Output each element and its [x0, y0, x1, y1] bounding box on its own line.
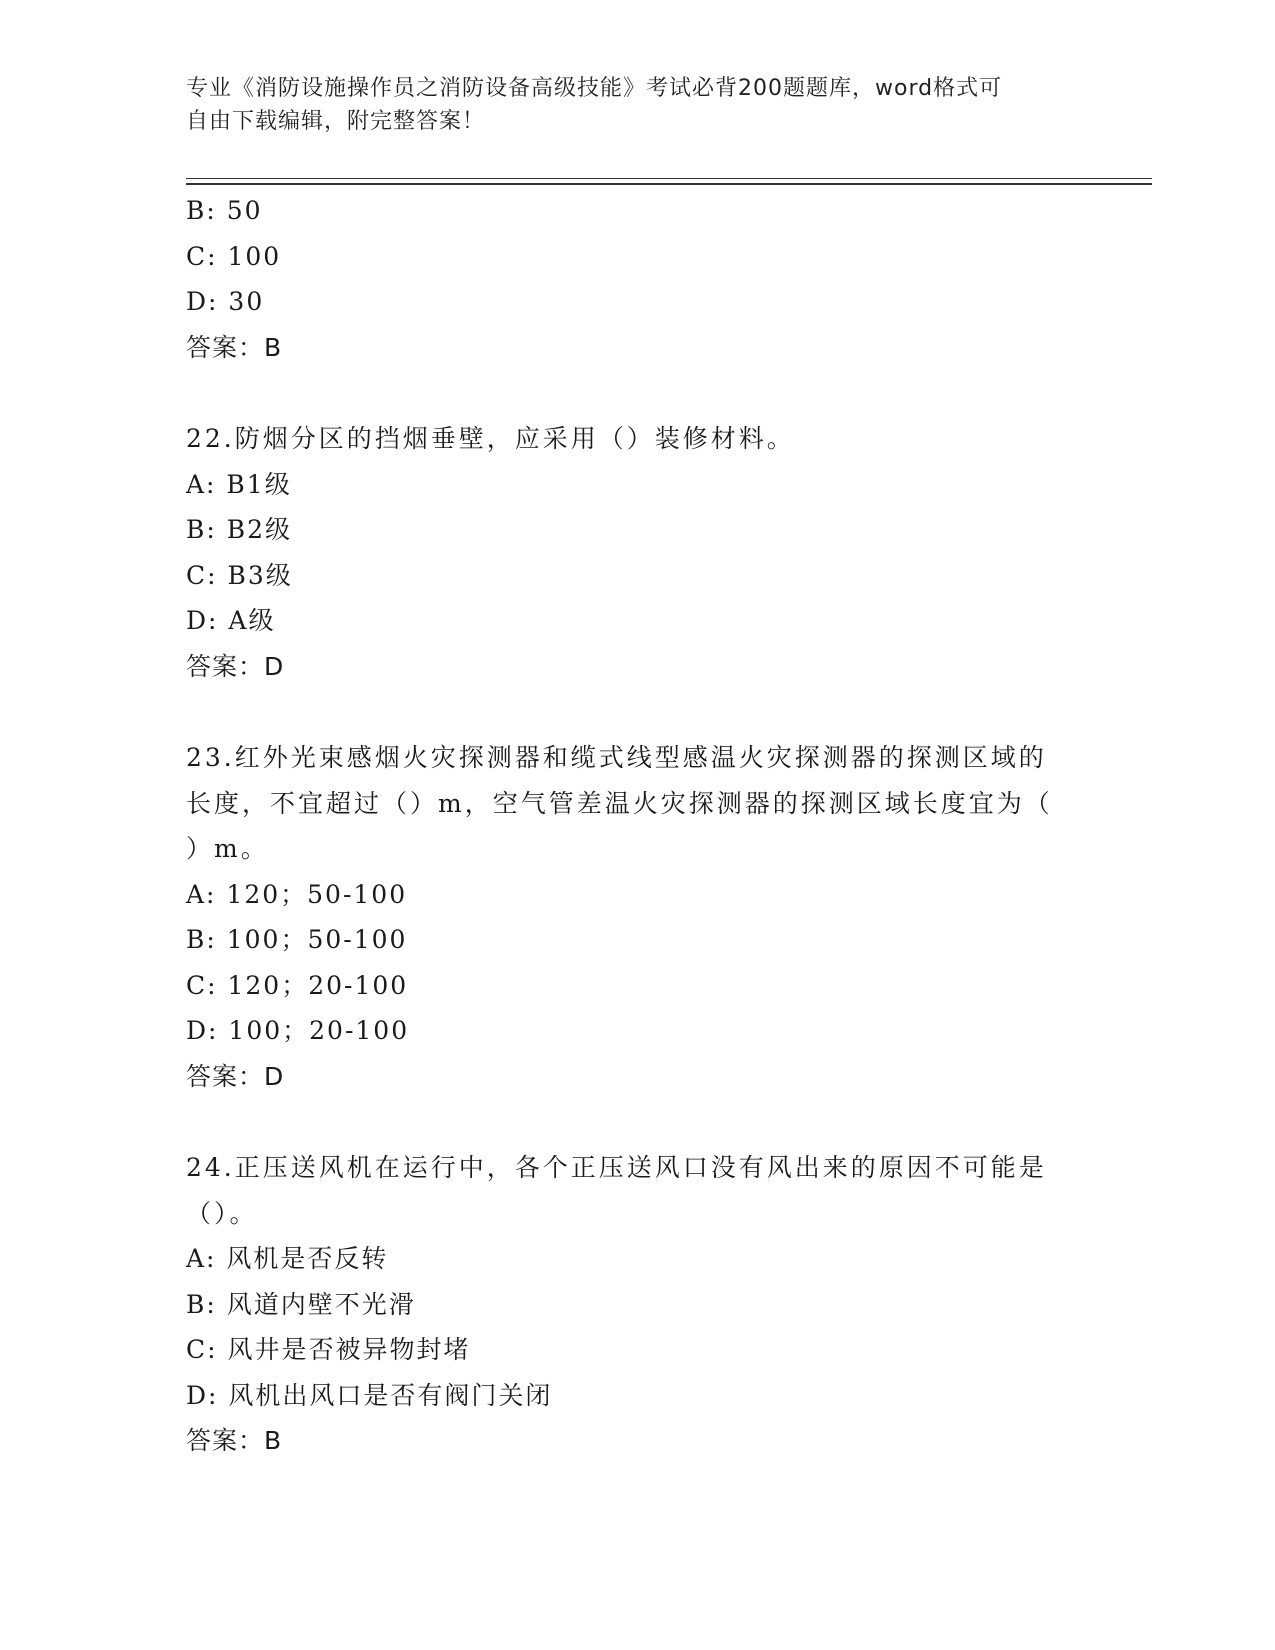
question-21-tail [186, 188, 1086, 370]
answer: 答案：D [186, 1061, 285, 1091]
option-d: D: A级 [186, 606, 276, 635]
option-c: C: 100 [186, 241, 282, 271]
answer: 答案：D [186, 651, 285, 681]
option-c: C: B3级 [186, 560, 293, 590]
answer: 答案：B [186, 1426, 283, 1455]
option-b: B: 50 [186, 196, 263, 225]
option-a: A: 风机是否反转 [186, 1244, 389, 1273]
question-23 [186, 735, 1086, 1099]
option-b: B: 100；50-100 [186, 925, 408, 954]
header-line-1: 专业《消防设施操作员之消防设备高级技能》考试必背200题题库，word格式可 [186, 76, 1003, 101]
option-d: D: 风机出风口是否有阀门关闭 [186, 1380, 553, 1410]
option-d: D: 30 [186, 287, 265, 316]
option-a: A: B1级 [186, 469, 292, 499]
option-a: A: 120；50-100 [186, 879, 408, 909]
question-text-line-1: 23.红外光束感烟火灾探测器和缆式线型感温火灾探测器的探测区域的 [186, 743, 1047, 772]
option-c: C: 120；20-100 [186, 970, 409, 1000]
question-22 [186, 416, 1086, 689]
option-b: B: B2级 [186, 515, 293, 544]
question-text-line-2: 长度，不宜超过（）m，空气管差温火灾探测器的探测区域长度宜为（ [186, 788, 1053, 818]
header-line-2: 自由下载编辑，附完整答案！ [186, 109, 486, 134]
page-header [186, 72, 1066, 138]
question-24 [186, 1145, 1086, 1464]
question-list [186, 188, 1086, 1464]
question-text-line-3: ）m。 [186, 834, 269, 863]
option-c: C: 风井是否被异物封堵 [186, 1335, 471, 1364]
option-b: B: 风道内壁不光滑 [186, 1289, 416, 1319]
option-d: D: 100；20-100 [186, 1016, 410, 1045]
question-text: 22.防烟分区的挡烟垂壁，应采用（）装修材料。 [186, 424, 795, 453]
header-divider [186, 178, 1152, 185]
answer: 答案：B [186, 332, 283, 362]
question-text-line-2: （）。 [186, 1198, 258, 1228]
question-text-line-1: 24.正压送风机在运行中，各个正压送风口没有风出来的原因不可能是 [186, 1153, 1047, 1182]
